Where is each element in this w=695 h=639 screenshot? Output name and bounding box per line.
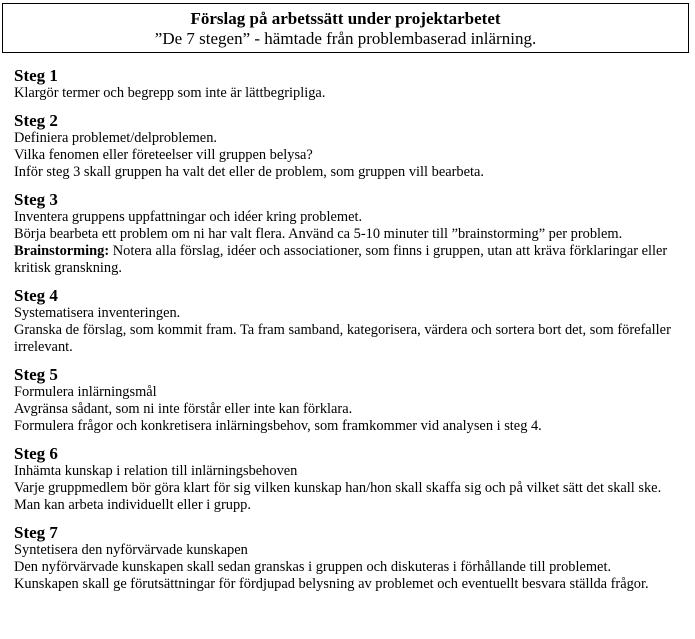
- step-text: Systematisera inventeringen.: [14, 305, 181, 321]
- step-text: Formulera inlärningsmål: [14, 384, 157, 400]
- step-heading: Steg 7: [14, 523, 58, 542]
- brainstorming-term: Brainstorming:: [14, 243, 110, 259]
- step-5: [14, 365, 686, 435]
- step-text: Formulera frågor och konkretisera inlärningsbehov, som framkommer vid analysen i steg 4.: [14, 418, 542, 434]
- step-text: Inför steg 3 skall gruppen ha valt det eller de problem, som gruppen vill bearbeta.: [14, 164, 484, 180]
- step-text: Syntetisera den nyförvärvade kunskapen: [14, 542, 248, 558]
- step-text-brainstorming: [14, 243, 686, 277]
- step-text: Varje gruppmedlem bör göra klart för sig vilken kunskap han/hon skall skaffa sig och på vilket sätt det skall ske. Man kan arbeta individuellt eller i grupp.: [14, 480, 662, 513]
- step-text: Börja bearbeta ett problem om ni har valt flera. Använd ca 5-10 minuter till ”brainstorming” per problem.: [14, 226, 623, 242]
- step-heading: Steg 1: [14, 66, 58, 85]
- step-6: [14, 444, 686, 514]
- step-text: Inhämta kunskap i relation till inlärningsbehoven: [14, 463, 298, 479]
- step-text: Den nyförvärvade kunskapen skall sedan granskas i gruppen och diskuteras i förhållande till problemet.: [14, 559, 612, 575]
- step-heading: Steg 5: [14, 365, 58, 384]
- document-title: Förslag på arbetssätt under projektarbetet: [190, 9, 501, 28]
- step-text: Klargör termer och begrepp som inte är lättbegripliga.: [14, 85, 326, 101]
- step-heading: Steg 2: [14, 111, 58, 130]
- document-subtitle: ”De 7 stegen” - hämtade från problembaserad inlärning.: [154, 29, 537, 48]
- step-text: Avgränsa sådant, som ni inte förstår eller inte kan förklara.: [14, 401, 353, 417]
- step-text: Granska de förslag, som kommit fram. Ta fram samband, kategorisera, värdera och sortera bort det, som förefaller irrelevant.: [14, 322, 671, 355]
- step-3: [14, 190, 686, 277]
- step-text: Vilka fenomen eller företeelser vill gruppen belysa?: [14, 147, 313, 163]
- step-2: [14, 111, 686, 181]
- steps-content: [14, 66, 686, 602]
- step-heading: Steg 3: [14, 190, 58, 209]
- step-heading: Steg 4: [14, 286, 58, 305]
- step-text: Inventera gruppens uppfattningar och idéer kring problemet.: [14, 209, 363, 225]
- step-7: [14, 523, 686, 593]
- title-box: [2, 3, 689, 53]
- step-text: Kunskapen skall ge förutsättningar för fördjupad belysning av problemet och eventuellt besvara ställda frågor.: [14, 576, 649, 592]
- step-text: Definiera problemet/delproblemen.: [14, 130, 217, 146]
- step-4: [14, 286, 686, 356]
- step-heading: Steg 6: [14, 444, 58, 463]
- step-1: [14, 66, 686, 102]
- brainstorming-description: Notera alla förslag, idéer och associationer, som finns i gruppen, utan att kräva förklaringar eller kritisk granskning.: [14, 243, 668, 276]
